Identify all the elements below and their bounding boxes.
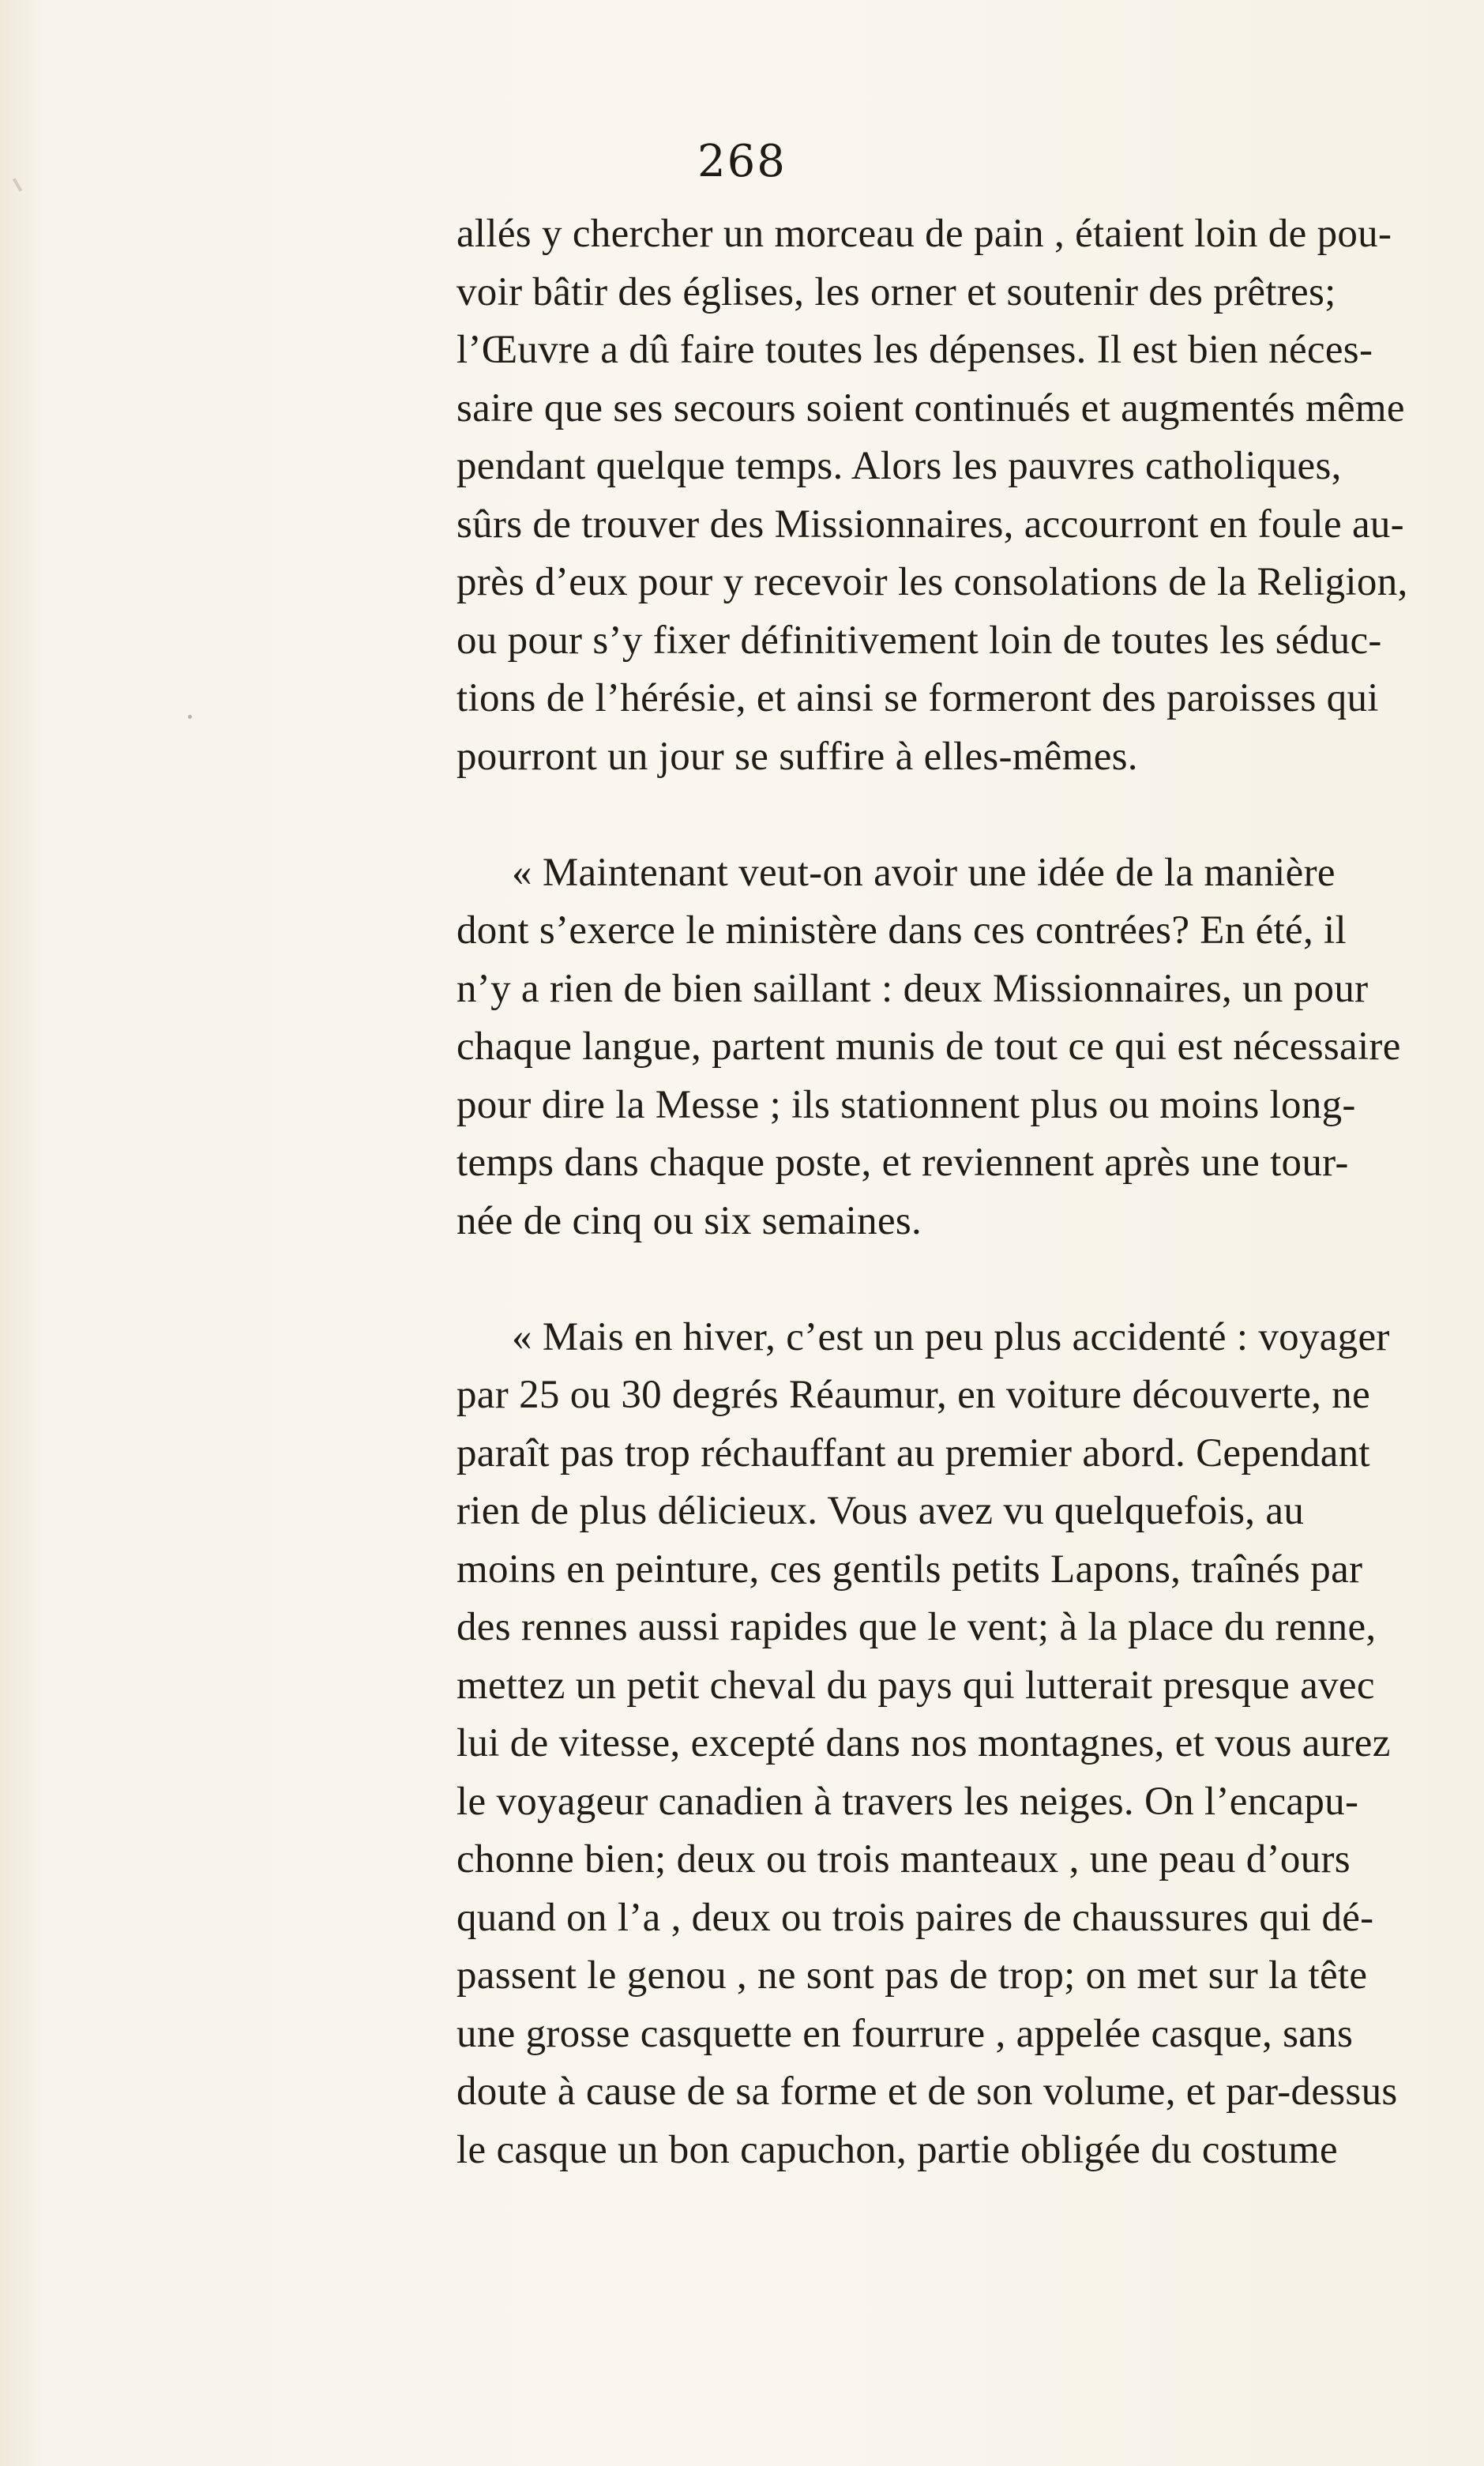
text-line: paraît pas trop réchauffant au premier abord. Cependant: [456, 1430, 1370, 1475]
text-line: voir bâtir des églises, les orner et soutenir des prêtres;: [456, 269, 1336, 314]
page-number: 268: [697, 136, 787, 187]
text-line: mettez un petit cheval du pays qui lutterait presque avec: [456, 1663, 1375, 1708]
text-line: pour dire la Messe ; ils stationnent plus ou moins long-: [456, 1082, 1356, 1127]
text-line: des rennes aussi rapides que le vent; à la place du renne,: [456, 1605, 1377, 1649]
text-line: tions de l’hérésie, et ainsi se formeront des paroisses qui: [456, 676, 1379, 720]
text-line: l’Œuvre a dû faire toutes les dépenses. Il est bien néces-: [456, 328, 1373, 372]
paragraph-3: [456, 1309, 1483, 2180]
text-line: « Mais en hiver, c’est un peu plus accidenté : voyager: [512, 1314, 1390, 1359]
text-line: moins en peinture, ces gentils petits Lapons, traînés par: [456, 1547, 1363, 1592]
text-line: « Maintenant veut-on avoir une idée de la manière: [512, 850, 1336, 895]
text-line: temps dans chaque poste, et reviennent après une tour-: [456, 1141, 1349, 1185]
text-line: près d’eux pour y recevoir les consolations de la Religion,: [456, 560, 1408, 604]
text-line: par 25 ou 30 degrés Réaumur, en voiture découverte, ne: [456, 1373, 1371, 1417]
text-line: sûrs de trouver des Missionnaires, accourront en foule au-: [456, 502, 1404, 547]
text-line: chonne bien; deux ou trois manteaux , une peau d’ours: [456, 1837, 1351, 1881]
text-line: chaque langue, partent munis de tout ce qui est nécessaire: [456, 1024, 1401, 1069]
text-line: le voyageur canadien à travers les neiges. On l’encapu-: [456, 1779, 1359, 1824]
text-line: rien de plus délicieux. Vous avez vu quelquefois, au: [456, 1489, 1305, 1533]
paragraph-gap: [456, 1250, 1483, 1309]
paragraph-gap: [456, 786, 1483, 844]
text-line: le casque un bon capuchon, partie obligée du costume: [456, 2127, 1338, 2172]
text-line: saire que ses secours soient continués et augmentés même: [456, 385, 1405, 430]
text-line: lui de vitesse, excepté dans nos montagnes, et vous aurez: [456, 1721, 1391, 1765]
text-line: ou pour s’y fixer définitivement loin de toutes les séduc-: [456, 618, 1382, 663]
margin-speck: [188, 715, 192, 719]
paragraph-1: [456, 205, 1483, 786]
body-text: [456, 205, 1483, 2179]
text-line: allés y chercher un morceau de pain , étaient loin de pou-: [456, 212, 1392, 256]
paragraph-2: [456, 844, 1483, 1251]
text-line: n’y a rien de bien saillant : deux Missionnaires, un pour: [456, 966, 1369, 1011]
text-line: une grosse casquette en fourrure , appelée casque, sans: [456, 2011, 1354, 2056]
text-line: pendant quelque temps. Alors les pauvres catholiques,: [456, 444, 1342, 488]
text-line: passent le genou , ne sont pas de trop; on met sur la tête: [456, 1953, 1368, 1998]
text-line: doute à cause de sa forme et de son volume, et par-dessus: [456, 2069, 1398, 2114]
text-line: née de cinq ou six semaines.: [456, 1198, 922, 1243]
text-line: dont s’exerce le ministère dans ces contrées? En été, il: [456, 908, 1347, 953]
text-line: quand on l’a , deux ou trois paires de chaussures qui dé-: [456, 1895, 1374, 1940]
text-line: pourront un jour se suffire à elles-mêmes.: [456, 734, 1138, 779]
